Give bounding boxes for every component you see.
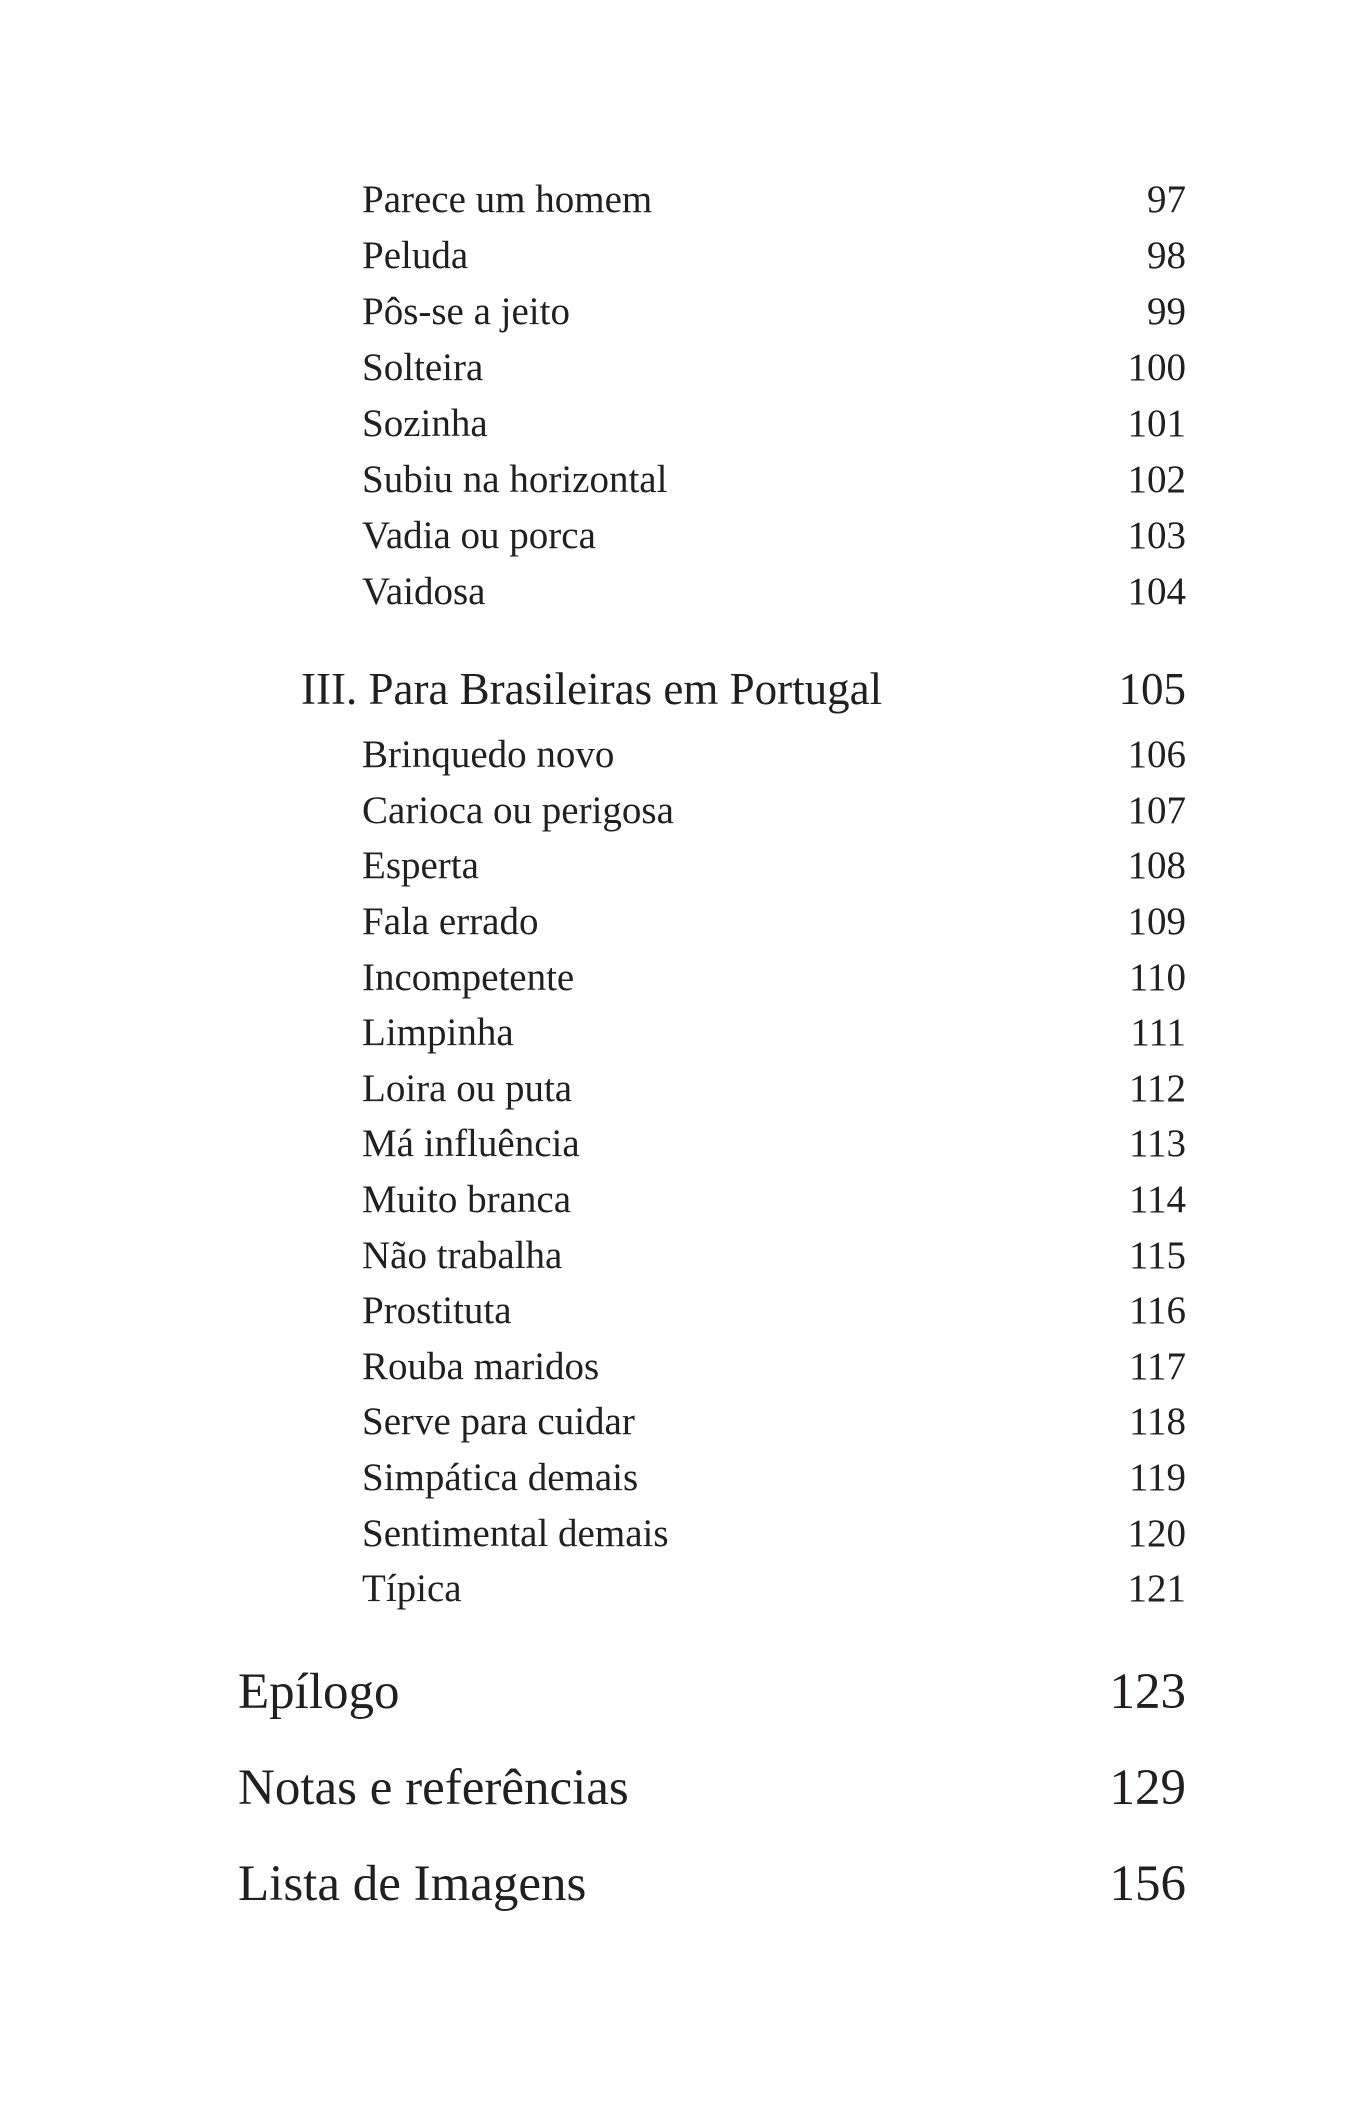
toc-section-page: 123 bbox=[1109, 1664, 1186, 1720]
toc-entry-title: Peluda bbox=[362, 234, 469, 277]
toc-entry-page: 102 bbox=[1127, 458, 1186, 501]
toc-entry bbox=[362, 1514, 1186, 1553]
toc-entry bbox=[362, 735, 1186, 774]
toc-entry-title: Serve para cuidar bbox=[362, 1400, 635, 1443]
toc-entry-title: Prostituta bbox=[362, 1289, 512, 1332]
toc-entry-page: 106 bbox=[1127, 733, 1186, 776]
toc-entry-page: 119 bbox=[1128, 1456, 1186, 1499]
toc-entry bbox=[362, 1291, 1186, 1330]
toc-entry-title: Vadia ou porca bbox=[362, 514, 596, 557]
toc-entry-title: Limpinha bbox=[362, 1011, 514, 1054]
toc-entry-page: 97 bbox=[1147, 178, 1186, 221]
toc-entry-page: 112 bbox=[1128, 1067, 1186, 1110]
toc-entry-page: 121 bbox=[1127, 1567, 1186, 1610]
toc-entry-title: Brinquedo novo bbox=[362, 733, 615, 776]
toc-entry bbox=[362, 460, 1186, 499]
toc-entry-title: Não trabalha bbox=[362, 1234, 563, 1277]
toc-entry bbox=[362, 958, 1186, 997]
toc-entry bbox=[362, 1569, 1186, 1608]
toc-entry-title: Carioca ou perigosa bbox=[362, 789, 674, 832]
toc-entry-title: Sentimental demais bbox=[362, 1512, 669, 1555]
toc-entry-page: 110 bbox=[1128, 956, 1186, 999]
toc-entry bbox=[362, 572, 1186, 611]
toc-section bbox=[238, 1856, 1186, 1912]
toc-entry bbox=[362, 791, 1186, 830]
toc-entry-page: 111 bbox=[1130, 1011, 1186, 1054]
toc-entry-page: 113 bbox=[1128, 1122, 1186, 1165]
toc-entry-title: Subiu na horizontal bbox=[362, 458, 668, 501]
toc-section-title: Epílogo bbox=[238, 1664, 400, 1720]
toc-entry bbox=[362, 292, 1186, 331]
toc-entry bbox=[362, 236, 1186, 275]
toc-entry-title: Solteira bbox=[362, 346, 484, 389]
toc-entry bbox=[362, 1458, 1186, 1497]
toc-entry-page: 103 bbox=[1127, 514, 1186, 557]
toc-entry-page: 104 bbox=[1127, 570, 1186, 613]
toc-entry-title: Loira ou puta bbox=[362, 1067, 573, 1110]
toc-entry bbox=[362, 404, 1186, 443]
toc-entry-page: 101 bbox=[1127, 402, 1186, 445]
toc-entry-title: Vaidosa bbox=[362, 570, 486, 613]
toc-entry bbox=[362, 1236, 1186, 1275]
toc-entry bbox=[362, 1347, 1186, 1386]
toc-entry bbox=[362, 1013, 1186, 1052]
toc-entry-page: 99 bbox=[1147, 290, 1186, 333]
toc-section bbox=[238, 1760, 1186, 1816]
toc-entry-page: 109 bbox=[1127, 900, 1186, 943]
toc-entry bbox=[362, 902, 1186, 941]
toc-entry-title: Má influência bbox=[362, 1122, 580, 1165]
toc-entry-title: Pôs-se a jeito bbox=[362, 290, 570, 333]
toc-section-page: 129 bbox=[1109, 1760, 1186, 1816]
toc-entry bbox=[362, 1069, 1186, 1108]
toc-entry-page: 114 bbox=[1128, 1178, 1186, 1221]
toc-section-title: Lista de Imagens bbox=[238, 1856, 587, 1912]
toc-entry-page: 120 bbox=[1127, 1512, 1186, 1555]
toc-section bbox=[238, 1664, 1186, 1720]
toc-part-title: III. Para Brasileiras em Portugal bbox=[301, 664, 883, 714]
toc-entry-page: 100 bbox=[1127, 346, 1186, 389]
toc-entry bbox=[362, 348, 1186, 387]
toc-entry-page: 117 bbox=[1128, 1345, 1186, 1388]
toc-part-page: 105 bbox=[1118, 664, 1186, 714]
toc-entry bbox=[362, 180, 1186, 219]
toc-entry-page: 107 bbox=[1127, 789, 1186, 832]
toc-entry-title: Típica bbox=[362, 1567, 462, 1610]
toc-entry-title: Esperta bbox=[362, 844, 479, 887]
toc-entry-title: Fala errado bbox=[362, 900, 539, 943]
toc-entry-title: Rouba maridos bbox=[362, 1345, 600, 1388]
toc-entry bbox=[362, 516, 1186, 555]
toc-entry-page: 118 bbox=[1128, 1400, 1186, 1443]
toc-entry-title: Muito branca bbox=[362, 1178, 572, 1221]
toc-section-title: Notas e referências bbox=[238, 1760, 629, 1816]
toc-entry bbox=[362, 1402, 1186, 1441]
toc-entry-page: 116 bbox=[1128, 1289, 1186, 1332]
toc-entry bbox=[362, 1124, 1186, 1163]
toc-entry-title: Parece um homem bbox=[362, 178, 653, 221]
toc-entry-page: 115 bbox=[1128, 1234, 1186, 1277]
toc-entry bbox=[362, 846, 1186, 885]
toc-part-heading bbox=[301, 664, 1186, 714]
toc-section-page: 156 bbox=[1109, 1856, 1186, 1912]
toc-entry-page: 108 bbox=[1127, 844, 1186, 887]
toc-entry-title: Incompetente bbox=[362, 956, 575, 999]
toc-entry-page: 98 bbox=[1147, 234, 1186, 277]
toc-entry-title: Sozinha bbox=[362, 402, 488, 445]
toc-entry bbox=[362, 1180, 1186, 1219]
toc-entry-title: Simpática demais bbox=[362, 1456, 639, 1499]
